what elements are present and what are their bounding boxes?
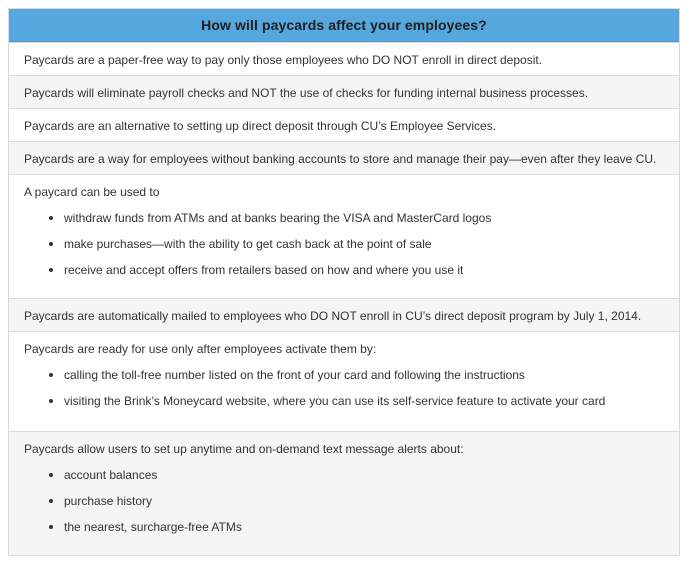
row-text: Paycards are a way for employees without banking accounts to store and manage their pay—even after they leave CU. [24, 152, 657, 166]
row-text: Paycards are a paper-free way to pay only those employees who DO NOT enroll in direct deposit. [24, 53, 543, 67]
row-text: Paycards are an alternative to setting up direct deposit through CU’s Employee Services. [24, 119, 497, 133]
table-row [9, 141, 679, 174]
row-text: Paycards will eliminate payroll checks and NOT the use of checks for funding internal business processes. [24, 86, 589, 100]
bullet-icon [49, 242, 53, 246]
row-text: Paycards are ready for use only after employees activate them by: [24, 342, 377, 356]
row-text: A paycard can be used to [24, 185, 160, 199]
list-item: visiting the Brink’s Moneycard website, where you can use its self-service feature to activate your card [24, 393, 664, 419]
bullet-icon [49, 499, 53, 503]
list-item: withdraw funds from ATMs and at banks bearing the VISA and MasterCard logos [24, 210, 664, 236]
table-row [9, 431, 679, 555]
list-item: account balances [24, 467, 664, 493]
row-text: Paycards allow users to set up anytime and on-demand text message alerts about: [24, 442, 464, 456]
bullet-list [24, 210, 664, 288]
table-row [9, 174, 679, 298]
bullet-icon [49, 399, 53, 403]
table-row [9, 42, 679, 75]
list-item: the nearest, surcharge-free ATMs [24, 519, 664, 545]
table-row [9, 298, 679, 331]
table-title: How will paycards affect your employees? [201, 17, 487, 33]
table-row [9, 75, 679, 108]
bullet-icon [49, 268, 53, 272]
bullet-list [24, 367, 664, 419]
bullet-icon [49, 373, 53, 377]
bullet-list [24, 467, 664, 545]
table-row [9, 108, 679, 141]
table-header [9, 9, 679, 42]
list-item: make purchases—with the ability to get cash back at the point of sale [24, 236, 664, 262]
table-row [9, 331, 679, 431]
list-item: receive and accept offers from retailers based on how and where you use it [24, 262, 664, 288]
list-item: purchase history [24, 493, 664, 519]
row-text: Paycards are automatically mailed to employees who DO NOT enroll in CU’s direct deposit program by July 1, 2014. [24, 309, 642, 323]
bullet-icon [49, 525, 53, 529]
list-item: calling the toll-free number listed on the front of your card and following the instructions [24, 367, 664, 393]
bullet-icon [49, 216, 53, 220]
bullet-icon [49, 473, 53, 477]
paycards-info-table [8, 8, 680, 556]
